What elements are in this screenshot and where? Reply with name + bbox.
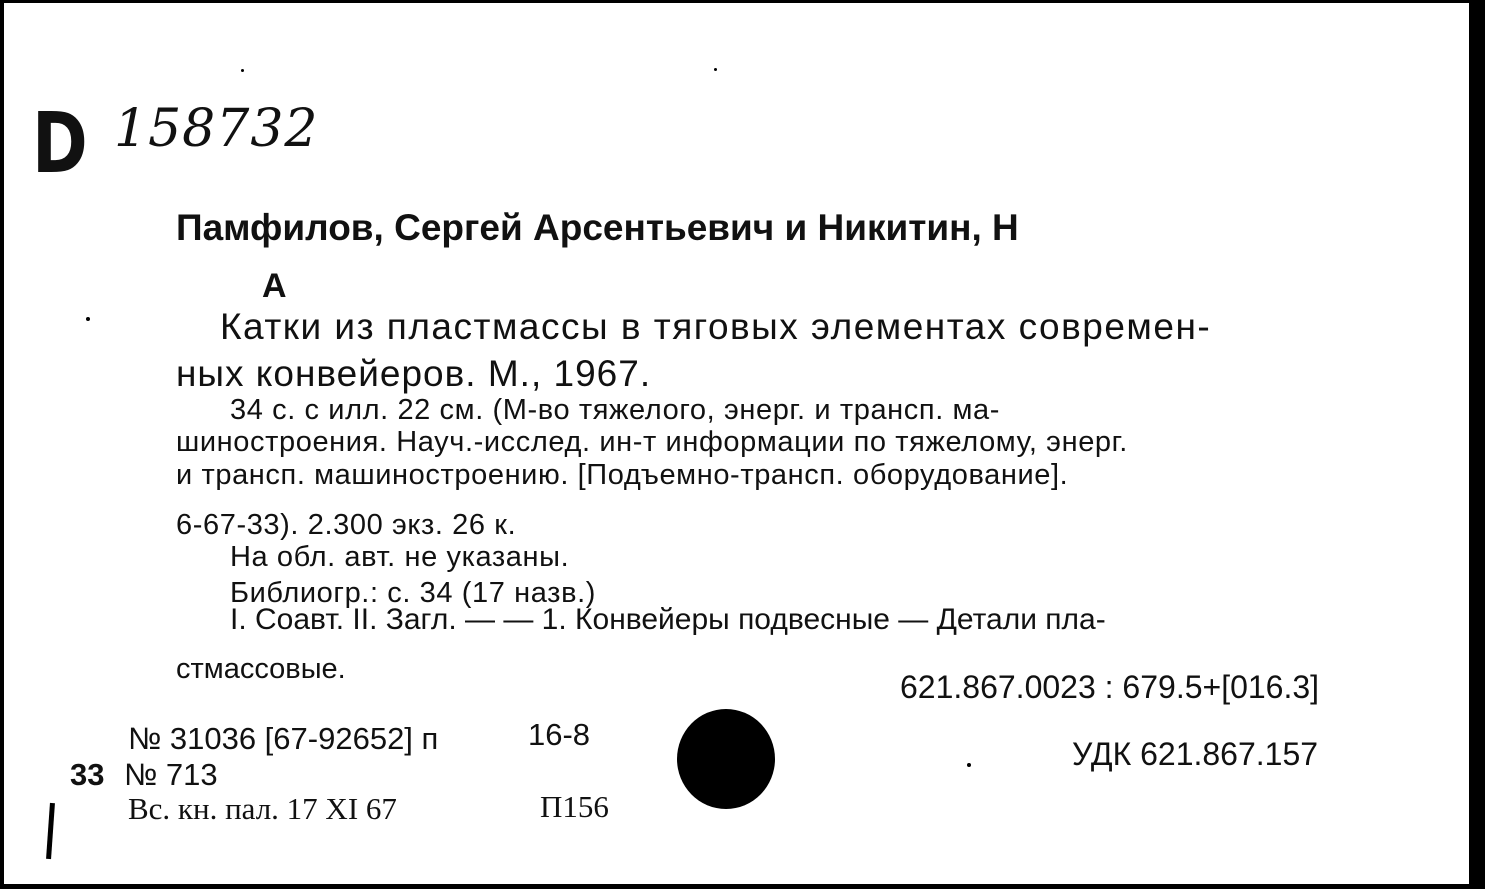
accession-code: 16-8	[528, 717, 591, 752]
punch-hole	[677, 709, 775, 809]
call-number: 158732	[114, 99, 319, 159]
tracings-line: I. Соавт. II. Загл. — — 1. Конвейеры подвесные — Детали пла-	[230, 603, 1106, 636]
registry-line: Вс. кн. пал. 17 XI 67	[128, 791, 397, 826]
udc-number: УДК 621.867.157	[1072, 736, 1319, 772]
edge-mark	[46, 803, 55, 859]
tracings-line: стмассовые.	[176, 653, 346, 685]
call-letter: D	[32, 94, 88, 192]
title-line: Катки из пластмассы в тяговых элементах современ-	[220, 306, 1212, 347]
imprint-line: 34 с. с илл. 22 см. (М-во тяжелого, энерг. и трансп. ма-	[230, 394, 1001, 426]
price-code: П156	[540, 789, 609, 824]
note-line: На обл. авт. не указаны.	[230, 541, 570, 573]
shelf-mark: 33	[70, 757, 105, 792]
author-heading-continuation: А	[262, 267, 287, 305]
bibliography-line: Библиогр.: с. 34 (17 назв.)	[230, 577, 596, 609]
title-line: ных конвейеров. М., 1967.	[176, 353, 652, 394]
order-number: № 713	[124, 757, 218, 792]
ink-speck	[241, 69, 244, 72]
accession-number: № 31036 [67-92652] п	[128, 721, 439, 756]
author-heading: Памфилов, Сергей Арсентьевич и Никитин, Н	[176, 207, 1019, 248]
imprint-line: 6-67-33). 2.300 экз. 26 к.	[176, 509, 517, 541]
imprint-line: и трансп. машиностроению. [Подъемно-трансп. оборудование].	[176, 459, 1069, 491]
ink-speck	[967, 763, 971, 767]
imprint-line: шиностроения. Науч.-исслед. ин-т информации по тяжелому, энерг.	[176, 426, 1128, 458]
ink-speck	[86, 317, 90, 321]
ink-speck	[714, 68, 717, 71]
classification-number: 621.867.0023 : 679.5+[016.3]	[900, 669, 1320, 705]
